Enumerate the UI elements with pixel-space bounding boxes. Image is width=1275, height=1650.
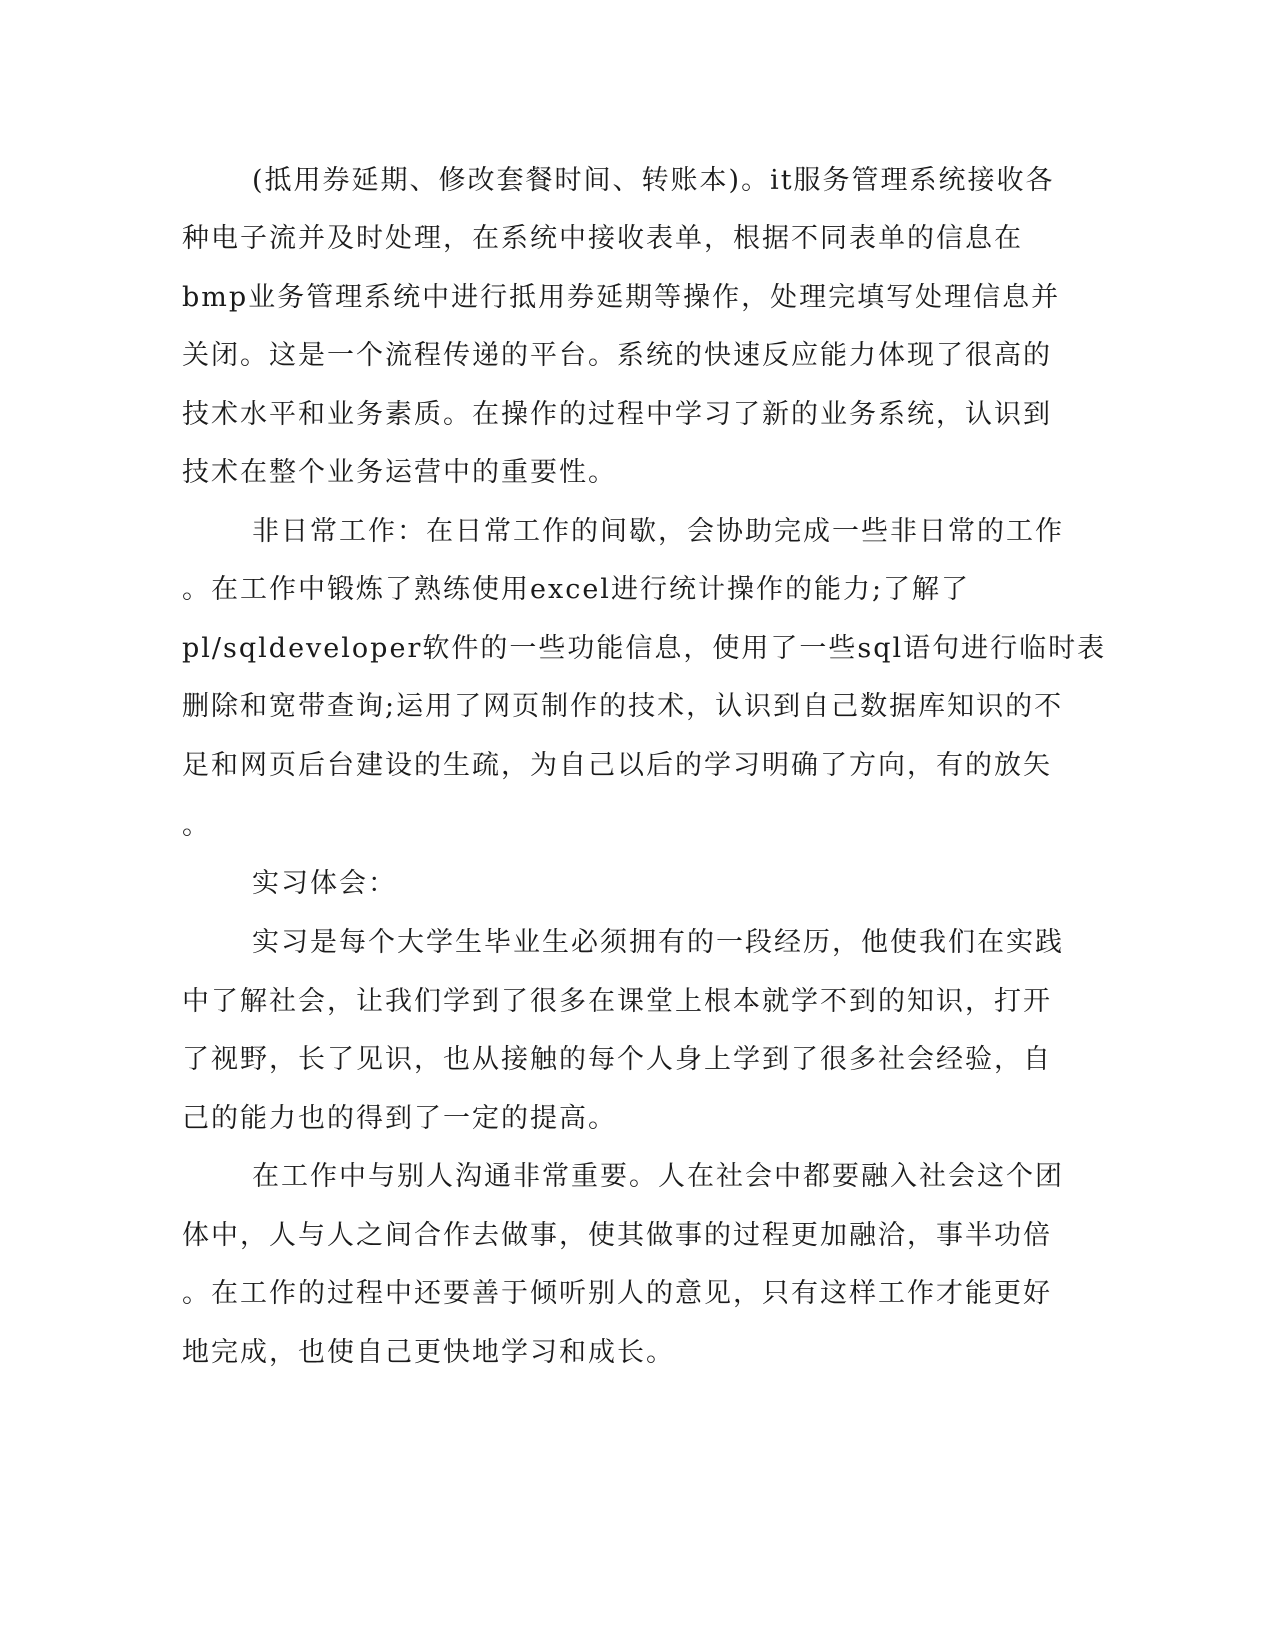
text-line: 删除和宽带查询;运用了网页制作的技术，认识到自己数据库知识的不 xyxy=(182,691,1064,722)
section-heading: 实习体会： xyxy=(252,868,397,899)
text-line: bmp业务管理系统中进行抵用券延期等操作，处理完填写处理信息并 xyxy=(182,282,1061,313)
text-line: 中了解社会，让我们学到了很多在课堂上根本就学不到的知识，打开 xyxy=(182,986,1052,1017)
text-line: pl/sqldeveloper软件的一些功能信息，使用了一些sql语句进行临时表 xyxy=(182,633,1107,664)
text-line: 己的能力也的得到了一定的提高。 xyxy=(182,1103,617,1134)
text-line: 地完成，也使自己更快地学习和成长。 xyxy=(182,1337,675,1368)
text-line: 实习是每个大学生毕业生必须拥有的一段经历，他使我们在实践 xyxy=(252,927,1064,958)
text-line: 关闭。这是一个流程传递的平台。系统的快速反应能力体现了很高的 xyxy=(182,340,1052,371)
text-line: 技术在整个业务运营中的重要性。 xyxy=(182,457,617,488)
text-line: 在工作中与别人沟通非常重要。人在社会中都要融入社会这个团 xyxy=(252,1161,1064,1192)
text-line: 。在工作中锻炼了熟练使用excel进行统计操作的能力;了解了 xyxy=(182,574,971,605)
text-line: 。 xyxy=(182,810,211,841)
text-line: 非日常工作：在日常工作的间歇，会协助完成一些非日常的工作 xyxy=(252,516,1064,547)
text-line: 足和网页后台建设的生疏，为自己以后的学习明确了方向，有的放矢 xyxy=(182,750,1052,781)
text-line: (抵用券延期、修改套餐时间、转账本)。it服务管理系统接收各 xyxy=(252,165,1055,196)
text-line: 了视野，长了见识，也从接触的每个人身上学到了很多社会经验，自 xyxy=(182,1044,1052,1075)
text-line: 种电子流并及时处理，在系统中接收表单，根据不同表单的信息在 xyxy=(182,223,1023,254)
text-line: 。在工作的过程中还要善于倾听别人的意见，只有这样工作才能更好 xyxy=(182,1278,1052,1309)
text-line: 体中，人与人之间合作去做事，使其做事的过程更加融洽，事半功倍 xyxy=(182,1220,1052,1251)
text-line: 技术水平和业务素质。在操作的过程中学习了新的业务系统，认识到 xyxy=(182,399,1052,430)
